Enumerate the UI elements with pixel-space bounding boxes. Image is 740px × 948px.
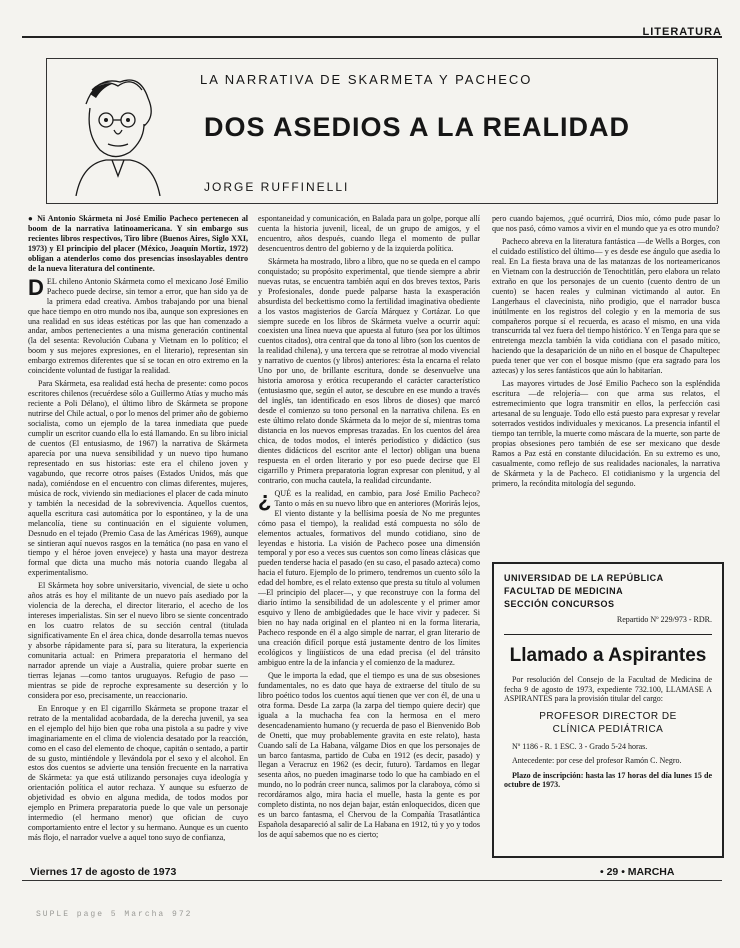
ad-position <box>504 710 712 736</box>
article-author: JORGE RUFFINELLI <box>204 180 350 194</box>
ad-details-block <box>504 742 712 790</box>
ad-position-line: PROFESOR DIRECTOR DE <box>539 710 677 722</box>
scan-margin-note: SUPLE page 5 Marcha 972 <box>36 910 193 919</box>
ad-paragraph: Por resolución del Consejo de la Facultad de Medicina de fecha 9 de agosto de 1973, expediente 732.100, LLAMASE A ASPIRANTES para la provisión titular del cargo: <box>504 675 712 703</box>
ad-reference: Repartido Nº 229/973 - RDR. <box>616 615 712 624</box>
ad-section: SECCIÓN CONCURSOS <box>504 599 615 609</box>
column-3 <box>492 214 720 554</box>
paragraph: Las mayores virtudes de José Emilio Pacheco son la espléndida escritura —de relojería— con que arma sus relatos, el estremecimiento que logra transmitir en ellos, la perfección casi artesanal de su lenguaje. Todo ello está puesto para expresar y revelar soterrados vestidos individuales y mexicanos. La presencia infantil el tiempo tan terrible, la muerte como máscara de la muerte, son parte de propias obsesiones pero también de ese ser mexicano que desde Ramos a Paz está en constante dilucidación. En su extremo es uno, casualmente, como reflejo de sus realidades nacionales, la narrativa de Skármeta y la de Pacheco. El cotidianismo y la urgencia del primero, la recóndita mitología del segundo. <box>492 379 720 488</box>
paragraph <box>258 486 480 668</box>
column-2 <box>258 214 480 858</box>
paragraph: Que le importa la edad, que el tiempo es una de sus obsesiones fundamentales, no es dato que haya de extraerse del título de su libro poético todos los cuentos aquí tienen que ver con él, de una u otra forma. Desde La zarpa (la zarpa del tiempo quiere decir) que iguala a la muchacha fea con la hermosa en el mero desencadenamiento humano (y recuerda de paso el Bienvenido Bob de Onetti, que muy probablemente gravita en este relato), hasta Cuando salí de La Habana, válgame Dios en que los personajes de un barco fantasma, partido de Cuba en 1912 (es decir, pasado) y llegan a Veracruz en 1962 (es decir, futuro). Tardamos en llegar sesenta años, no pueden imaginarse todo lo que ha cambiado en el mundo, no lo podrán creer nunca, salimos por la claraboya, cómo si recordáramos algo, mira hacia el muelle, hasta la gente es por completo distinta, no nos dejan bajar, están enloquecidos, dicen que es un barco fantasma, el Chervou de la Compañía Trasatlántica Española desapareció al salir de La Habana en 1912, tú y yo y todos los de aquí sabemos que no es cierto; <box>258 670 480 840</box>
dropcap-d: D <box>28 274 44 300</box>
article-headline: DOS ASEDIOS A LA REALIDAD <box>204 112 631 142</box>
bottom-rule <box>22 880 722 881</box>
ad-deadline: Plazo de inscripción: hasta las 17 horas del día lunes 15 de octubre de 1973. <box>504 770 712 789</box>
paragraph: Skármeta ha mostrado, libro a libro, que no se queda en el campo conquistado; su propósito experimental, que tiende siempre a abrir nuevas rutas, se encuentra también aquí en dos breves textos, Paris y Profesionales, donde puede palparse hasta la exasperación absurdista del beckettismo como la fertilidad imaginativa obediente a los vastos magisterios de García Márquez y Cortázar. Lo que siempre sucede en los libros de Skármeta vuelve a ocurrir aquí: coexisten una línea nueva que apuesta al futuro (sea por los últimos cuentos citados), otra central que da tono al libro (son los cuentos de la realidad chilena), y una tercera que se retrotrae al modo vivencial y narrativo de cuentos (y libros) anteriores: ésta la encarna el relato Uno por uno, de brillante escritura, donde se desenvuelve una historia amorosa y erótica recuperando el carácter característico (entusiasmo que, según el autor, se descubre en ese mundo a través del inglés, tan identificado en esos libros de dioses) que marcó desde el comienzo su tono personal en la narrativa chilena. Es en este último relato donde Skármeta da lo mejor de sí, mientras toma distancia en los nuevos empresas trazadas. En los cuentos del área chica, de todos modos, el interés periodístico y didáctico (sus dientes didácticos del escritor ante el lector) obligan una buena respuesta en el orden literario y por eso puede decirse que El cigarrillo y Primera preparatoria logran expresar con plenitud, y al contrario, con mucha cautela, la realidad circundante. <box>258 256 480 485</box>
paragraph: En Enroque y en El cigarrillo Skármeta se propone trazar el retrato de la mentalidad acobardada, de la derecha juvenil, ya sea en el ejemplo del hijo bien que roba una pistola a su padre y vive imaginariamente en el clima de violencia desatado por la reacción, como en el caso del elemento de choque, capitán o sentado, a partir de su gusto, mintiéndole y llevándola por el sexo y el alcohol. En estos dos cuentos se advierte una tensión frecuente en la narrativa de Skármeta: ya que está utilizando personajes cuya ideología y orientación política el autor rechaza. Y aunque su esfuerzo de objetividad es obvio en alguna medida, de todos modos por ejemplo en Primera preparatoria puede lo que vale un personaje intermedio (el hermano menor) que ofician de cuyo comportamiento entre el lector y su hermano. Aunque es un cuento más flojo, el narrador vuelve a aquel tono suyo de confianza, <box>28 703 248 843</box>
caricature-illustration <box>56 64 176 196</box>
paragraph: Pacheco abreva en la literatura fantástica —de Wells a Borges, con el cuidado estilístico del último— y es desde ese ángulo que asedia lo real. En La fiesta brava una de las matanzas de los norteamericanos en Vietnam con la destrucción de Tenochtitlán, pero elabora un relato extraño en que los personajes de un cuento (cuento dentro de un cuento) se hacen reales y culminan victimando al autor. En Langerhaus el clavecinista, niño prodigio, que el narrador busca inútilmente en los registros del colegio y en la memoria de sus compañeros porque sí el recuerda, es acaso el mismo, en una vida transcurrida tal vez fuera del tiempo histórico. Y en Tenga para que se entretenga mezcla también la vida cotidiana con el pasado mítico, haciendo que la desaparición de un niño en el bosque de Chapultepec pueda tener que ver con el bosque mismo (que era sagrado para los aztecas) y los seres fantásticos que aún lo habitarían. <box>492 236 720 376</box>
paragraph: pero cuando bajemos, ¿qué ocurrirá, Dios mío, cómo pude pasar lo que nos pasó, cómo vamos a vivir en el mundo que ya es otro mundo? <box>492 214 720 233</box>
column-1 <box>28 214 248 858</box>
paragraph: espontaneidad y comunicación, en Balada para un golpe, porque allí cuenta la historia juvenil, liceal, de un grupo de amigos, y el encuentro, años después, cuando llega el momento de pullar desencuentros dentro del gobierno y de la izquierda política. <box>258 214 480 253</box>
article-kicker: LA NARRATIVA DE SKARMETA Y PACHECO <box>200 72 533 87</box>
article-lead: ● Ni Antonio Skármeta ni José Emilio Pacheco pertenecen al boom de la narrativa latinoamericana. Y sin embargo sus recientes libros respectivos, Tiro libre (Buenos Aires, Siglo XXI, 1973) y El principio del placer (México, Joaquín Mortiz, 1972) obligan a atenderlos como dos presencias insoslayables dentro de la nueva literatura del continente. <box>28 214 248 273</box>
paragraph-text: QUÉ es la realidad, en cambio, para José Emilio Pacheco? Tanto o más en su nuevo libro que en anteriores (Morirás lejos, El viento distante y la bellísima poesía de No me preguntes cómo pasa el tiempo), la realidad está compuesta no sólo de elementos actuales, formativos del mundo cotidiano, sino de leyendas e historia. La visión de Pacheco posee una dimensión temporal y por eso a veces sus cuentos son como líneas clásicas que pueden tenderse hacia el pasado (en su caso, el pasado azteca) como hacia el futuro. Ejemplo de lo primero, tendremos un cuento sólo la edad del hombre, es el relato extenso que presta su título al volumen —El principio del placer—, y que reconstruye con la forma del diario íntimo la sensibilidad de un adolescente y el primer amor esquivo y lleno de ambigüedades que le hace vivir y padecer. Si bien no hay nada original en el planteo ni en la forma literaria, Pacheco responde en él a algo simple de narrar, el gran literario de una creación difícil porque está justamente dentro de los límites ecológicos y lingüísticos de una edad precisa (el del tránsito ambiguo entre la de la infancia y el comienzo de la madurez. <box>258 488 480 667</box>
ad-divider <box>504 634 712 635</box>
dropcap-question: ¿ <box>258 486 272 512</box>
ad-body <box>504 675 712 704</box>
ad-details: Nº 1186 - R. 1 ESC. 3 - Grado 5-24 horas. <box>512 741 648 751</box>
ad-university: UNIVERSIDAD DE LA REPÚBLICA <box>504 573 664 583</box>
section-label: LITERATURA <box>642 26 722 38</box>
ad-antecedent: Antecedente: por cese del profesor Ramón C. Negro. <box>512 756 682 765</box>
paragraph-text: EL chileno Antonio Skármeta como el mexicano José Emilio Pacheco puede decirse, sin temor a error, que han sido ya de la primera edad creativa. Ambos trabajando por una bienal que hace tiempo en otro mundo nos iba, aunque son expresiones en una realidad en sus ideas estéticas por las que han comenzado a andar, ambos pertenecientes a una misma generación continental (la del sesenta: Revolución Cubana y Vietnam en lo político; el boom y sus mejores expresiones, en el literario), representan sin embargo extremos diferentes que sí se tocan en otro extremo en la coincidente voluntad de fustigar la realidad. <box>28 276 248 376</box>
ad-position-line: CLÍNICA PEDIÁTRICA <box>552 723 664 735</box>
classified-ad-box <box>492 562 724 858</box>
paragraph: El Skármeta hoy sobre universitario, vivencial, de siete u ocho años atrás es hoy el militante de un nuevo país asediado por la violencia de la derecha, el director literario, el acecho de los intereses imperialistas. Sin ser el nuevo libro se siente concentrado en los cuatro relatos de su sección central (titulada significativamente En el área chica, donde desarrolla temas nuevos y absorbe rápidamente para sí, para su literatura, la experiencia comunitaria actual: en Primera preparatoria el hermano del narrador aprende un viaje a Australia, quiere probar suerte en tierras lejanas —como tantos uruguayos. Refugio de paso —mientras se pide de reproche expresamente su deserción y lo considera por eso, precisamente, un reaccionario. <box>28 581 248 700</box>
lead-text: Ni Antonio Skármeta ni José Emilio Pacheco pertenecen al boom de la narrativa latinoamericana. Y sin embargo sus recientes libros respectivos, Tiro libre (Buenos Aires, Siglo XXI, 1973) y El principio del placer (México, Joaquín Mortiz, 1972) obligan a atenderlos como dos presencias insoslayables dentro de la nueva literatura del continente. <box>28 214 248 273</box>
page-number: • 29 • MARCHA <box>600 866 675 878</box>
top-rule <box>22 36 722 38</box>
ad-faculty: FACULTAD DE MEDICINA <box>504 586 624 596</box>
issue-date: Viernes 17 de agosto de 1973 <box>30 866 177 878</box>
ad-title: Llamado a Aspirantes <box>509 645 707 666</box>
paragraph <box>28 274 248 377</box>
paragraph: Para Skármeta, esa realidad está hecha de presente: como pocos escritores chilenos (recuérdese sólo a Guillermo Atías y mucho más reciente a Poli Délano), el último libro de Skármeta se propone nutrirse del Chile actual, o por lo menos del primer año de gobierno socialista, como un ejemplo de la tarea inmediata que puede cumplir un escritor cuando ella lo está llamando. En su libro inicial de cuentos (El entusiasmo, de 1967) la narrativa de Skármeta aparecía por una nueva sensibilidad y un nuevo tipo humano representado en sus historias: este era el chileno joven y vagabundo, que recorre otros países (Estados Unidos, más que nada), comiéndose en el encuentro con climas diferentes, mujeres, música de rock, viviendo sin mediaciones el placer de cada minuto y también la necesidad de la sobrevivencia. Aquellos cuentos, aquella escritura casi automática por lo espontáneo, y la de una melancolía, tiene su continuación en el siguiente volumen, Desnudo en el tejado (Premio Casa de las Américas 1969), aunque se sintieran aquí nuevos rasgos en la temática (no pasa en vano el tiempo y el héroe joven envejece) y hasta una mayor destreza formal que dicta una mucho más notoria cuando llegaba al experimentalismo. <box>28 379 248 578</box>
